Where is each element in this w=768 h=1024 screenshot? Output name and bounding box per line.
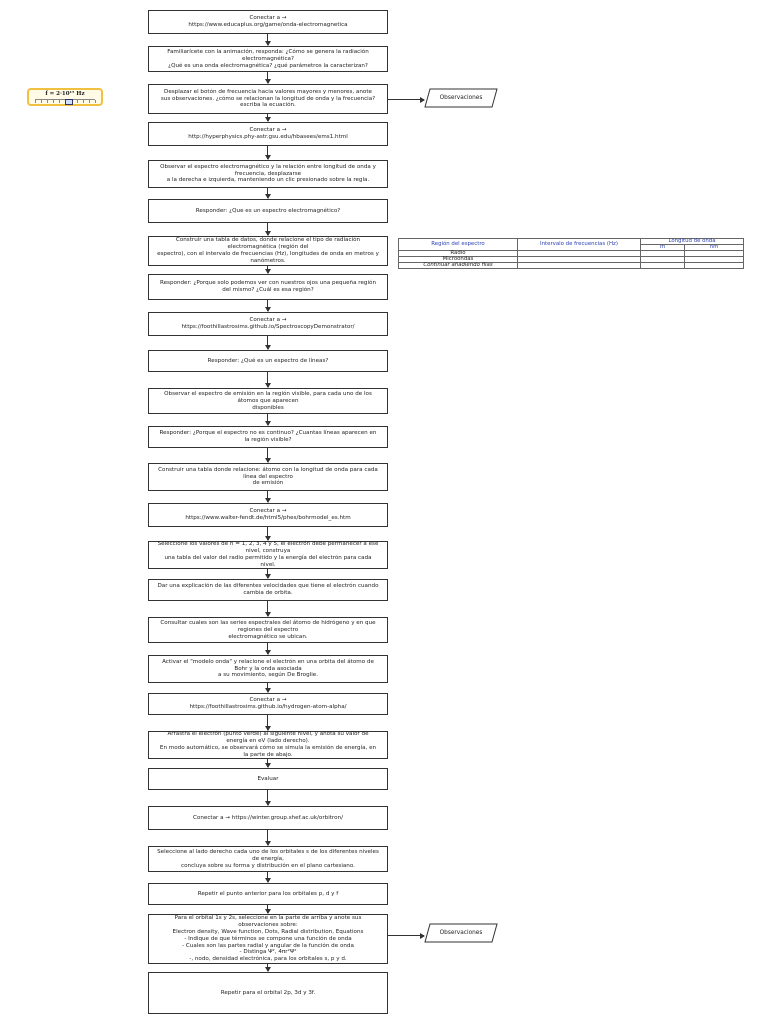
flow-arrow — [267, 491, 268, 502]
table-cell — [641, 263, 685, 269]
flow-arrow — [267, 527, 268, 540]
flow-arrow — [267, 643, 268, 654]
observations-label: Observaciones — [439, 930, 483, 936]
table-cell — [518, 263, 641, 269]
step-box-1: Conectar a → https://www.educaplus.org/game/onda-electromagnetica — [148, 10, 388, 34]
flow-arrow — [267, 223, 268, 235]
flow-arrow — [267, 964, 268, 971]
step-box-2: Familiarícete con la animación, responda: ¿Cómo se genera la radiación electromagnética? ¿Qué es una onda electromagnética? ¿qué parámetros la caracterizan? — [148, 46, 388, 72]
step-box-16: Dar una explicación de las diferentes velocidades que tiene el electrón cuando cambia de orbita. — [148, 579, 388, 601]
table-cell: Radio — [399, 251, 518, 257]
frequency-slider-widget[interactable] — [27, 88, 103, 106]
flow-arrow — [267, 759, 268, 767]
step-box-7: Construir una tabla de datos, donde relacione el tipo de radiación electromagnética (región del espectro), con el intervalo de frecuencias (Hz), longitudes de onda en metros y nanómetros. — [148, 236, 388, 266]
frequency-label: f = 2·10¹⁵ Hz — [45, 91, 85, 97]
frequency-ruler — [35, 99, 95, 105]
flow-arrow — [267, 569, 268, 578]
observations-top — [424, 88, 498, 108]
flow-arrow — [267, 266, 268, 273]
step-box-13: Construir una tabla donde relacione: átomo con la longitud de onda para cada línea del espectro de emisión — [148, 463, 388, 491]
col-nm: nm — [685, 245, 744, 251]
flow-arrow — [267, 872, 268, 882]
step-box-25: Para el orbital 1s y 2s, seleccione en la parte de arriba y anote sus observaciones sobre: Electron density, Wave function, Dots, Radial distribution, Equations - Indique de que términos se compone una función de onda - Cuales son las partes radial y angular de la función de onda - Distinga Ψ², 4πr²Ψ² -, nodo, densidad electrónica, para los orbitales s, p y d. — [148, 914, 388, 964]
col-wavelength: Longitud de onda — [641, 239, 744, 245]
flow-arrow — [267, 683, 268, 692]
col-region: Región del espectro — [399, 239, 518, 251]
step-box-8: Responder: ¿Porque solo podemos ver con nuestros ojos una pequeña región del mismo? ¿Cuál es esa región? — [148, 274, 388, 300]
side-arrow-top — [388, 99, 424, 100]
flow-arrow — [267, 715, 268, 730]
step-box-15: Seleccione los valores de n = 1, 2, 3, 4 y 5, el electrón debe permanecer a ese nivel, construya una tabla del valor del radio permitido y la energía del electrón para cada nivel. — [148, 541, 388, 569]
step-box-6: Responder: ¿Que es un espectro electromagnético? — [148, 199, 388, 223]
observations-label: Observaciones — [439, 95, 483, 101]
step-box-4: Conectar a → http://hyperphysics.phy-astr.gsu.edu/hbasees/ems1.html — [148, 122, 388, 146]
frequency-knob[interactable] — [65, 99, 73, 105]
flow-arrow — [267, 905, 268, 913]
step-box-5: Observar el espectro electromagnético y la relación entre longitud de onda y frecuencia, desplazarse a la derecha e izquierda, manteniendo un clic presionado sobre la regla. — [148, 160, 388, 188]
flow-arrow — [267, 72, 268, 83]
table-cell: Microondas — [399, 257, 518, 263]
flow-arrow — [267, 300, 268, 311]
step-box-24: Repetir el punto anterior para los orbitales p, d y f — [148, 883, 388, 905]
step-box-11: Observar el espectro de emisión en la región visible, para cada uno de los átomos que aparecen disponibles — [148, 388, 388, 414]
table-row — [399, 263, 744, 269]
step-box-20: Arrastra el electrón (punto verde) al siguiente nivel, y anota su valor de energía en eV (lado derecho). En modo automático, se observará cómo se simula la emisión de energía, en la parte de abajo. — [148, 731, 388, 759]
flow-arrow — [267, 790, 268, 805]
observations-bottom — [424, 923, 498, 943]
table-cell — [685, 263, 744, 269]
spectrum-table — [398, 238, 744, 269]
flow-arrow — [267, 336, 268, 349]
step-box-9: Conectar a → https://foothillastrosims.github.io/SpectroscopyDemonstrator/ — [148, 312, 388, 336]
col-m: m — [641, 245, 685, 251]
flow-arrow — [267, 830, 268, 845]
flow-arrow — [267, 448, 268, 462]
step-box-14: Conectar a → https://www.walter-fendt.de/html5/phes/bohrmodel_es.htm — [148, 503, 388, 527]
flow-arrow — [267, 414, 268, 425]
step-box-26: Repetir para el orbital 2p, 3d y 3f. — [148, 972, 388, 1014]
step-box-21: Evaluar — [148, 768, 388, 790]
flow-arrow — [267, 188, 268, 198]
col-frequency: Intervalo de frecuencias (Hz) — [518, 239, 641, 251]
flow-arrow — [267, 34, 268, 45]
step-box-12: Responder: ¿Porque el espectro no es continuo? ¿Cuantas líneas aparecen en la región visible? — [148, 426, 388, 448]
step-box-10: Responder: ¿Qué es un espectro de líneas? — [148, 350, 388, 372]
step-box-18: Activar el "modelo onda" y relacione el electrón en una orbita del átomo de Bohr y la onda asociada a su movimiento, según De Broglie. — [148, 655, 388, 683]
flow-arrow — [267, 114, 268, 121]
step-box-19: Conectar a → https://foothillastrosims.github.io/hydrogen-atom-alpha/ — [148, 693, 388, 715]
flow-arrow — [267, 372, 268, 387]
step-box-23: Seleccione al lado derecho cada uno de los orbitales s de los diferentes niveles de energía, concluya sobre su forma y distribución en el plano cartesiano. — [148, 846, 388, 872]
step-box-22: Conectar a → https://winter.group.shef.ac.uk/orbitron/ — [148, 806, 388, 830]
table-cell: Continuar añadiendo filas — [399, 263, 518, 269]
flow-arrow — [267, 601, 268, 616]
flow-arrow — [267, 146, 268, 159]
side-arrow-bottom — [388, 935, 424, 936]
step-box-17: Consultar cuales son las series espectrales del átomo de hidrógeno y en que regiones del espectro electromagnético se ubican. — [148, 617, 388, 643]
step-box-3: Desplazar el botón de frecuencia hacia valores mayores y menores, anote sus observaciones. ¿cómo se relacionan la longitud de onda y la frecuencia? escriba la ecuación. — [148, 84, 388, 114]
